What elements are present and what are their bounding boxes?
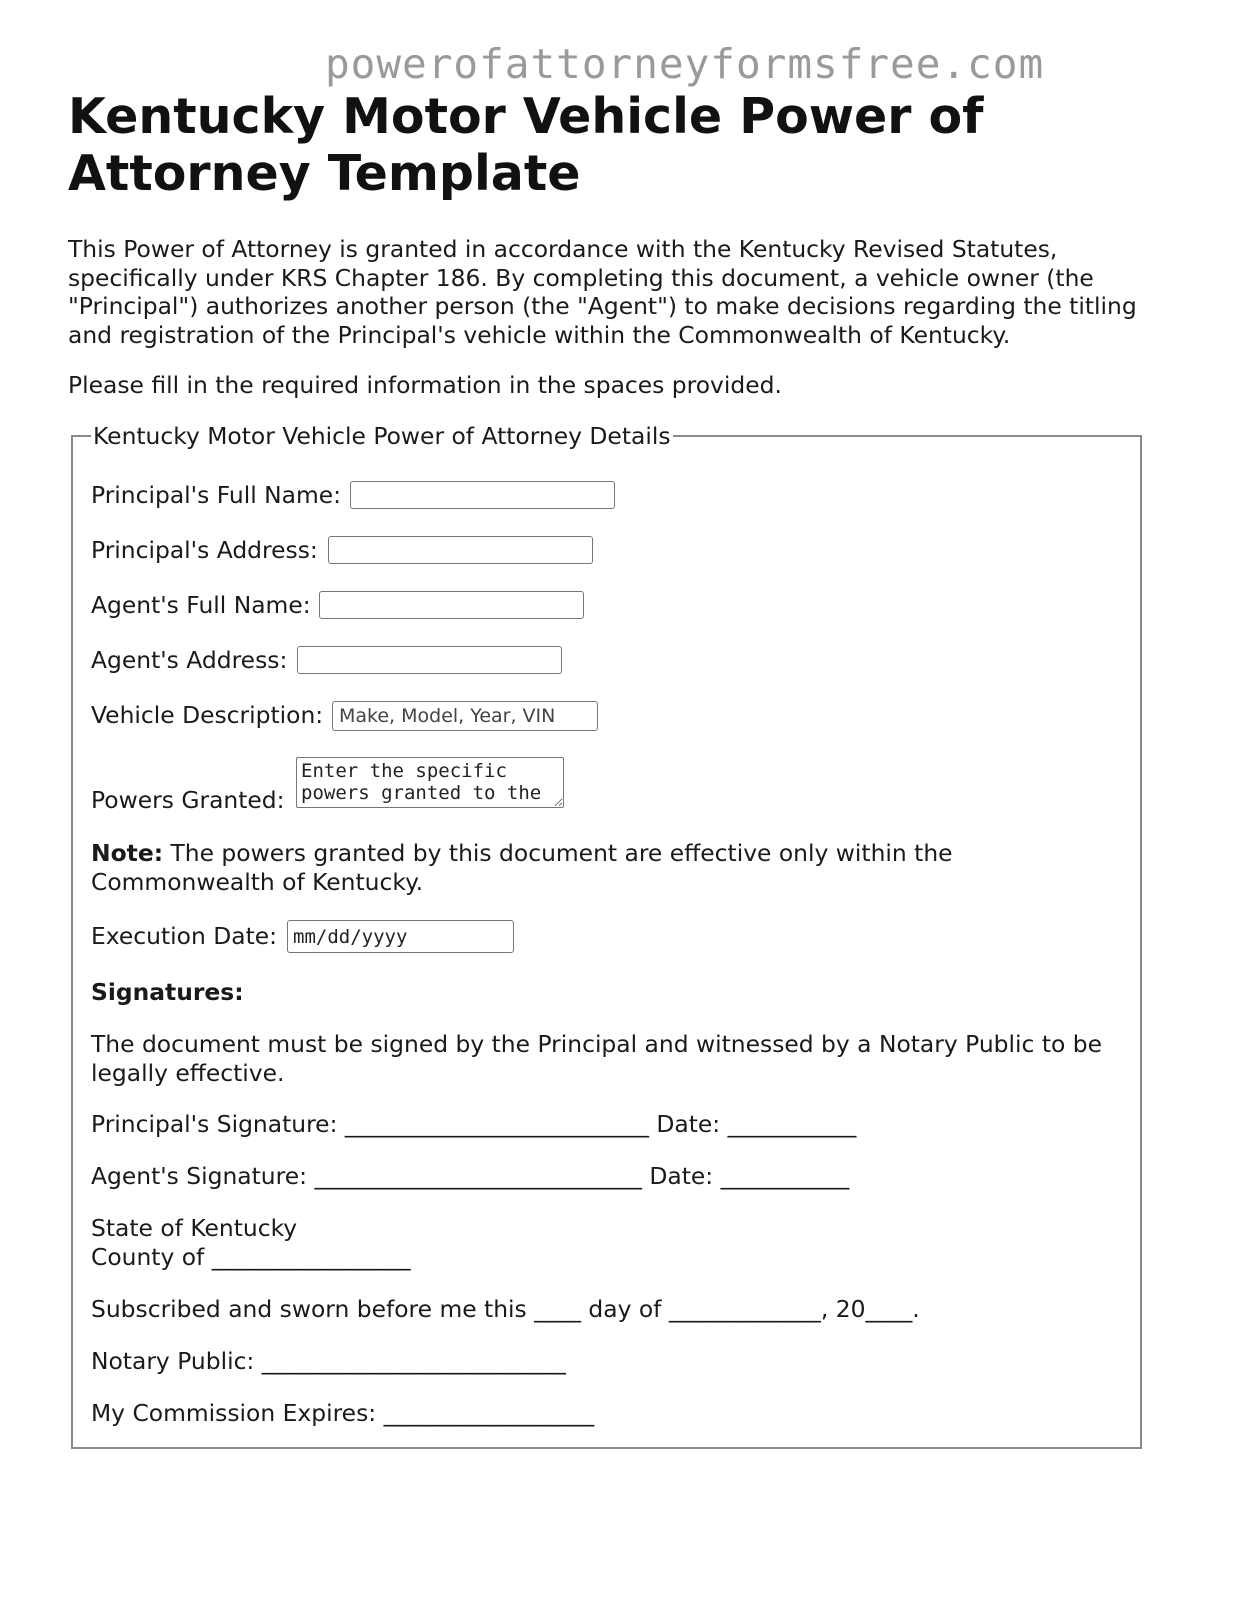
notary-line: Notary Public: __________________________ bbox=[91, 1347, 566, 1375]
signatures-text: The document must be signed by the Principal and witnessed by a Notary Public to be legally effective. bbox=[91, 1030, 1102, 1087]
fill-instruction: Please fill in the required information in the spaces provided. bbox=[68, 371, 782, 399]
principal-address-label: Principal's Address: bbox=[91, 536, 318, 564]
county-line: County of _________________ bbox=[91, 1243, 411, 1271]
note-bold: Note: bbox=[91, 839, 164, 867]
vehicle-label: Vehicle Description: bbox=[91, 701, 324, 729]
watermark: powerofattorneyformsfree.com bbox=[325, 40, 1045, 88]
details-legend: Kentucky Motor Vehicle Power of Attorney Details bbox=[93, 422, 671, 450]
signatures-heading bbox=[91, 978, 1121, 1007]
note-paragraph bbox=[91, 839, 991, 896]
vehicle-description-input[interactable] bbox=[332, 701, 598, 731]
sworn-line: Subscribed and sworn before me this ____ day of _____________, 20____. bbox=[91, 1295, 920, 1323]
powers-label: Powers Granted: bbox=[91, 786, 285, 814]
principal-address-row bbox=[91, 536, 318, 564]
powers-granted-textarea[interactable] bbox=[296, 757, 564, 808]
agent-address-row bbox=[91, 646, 287, 674]
powers-row bbox=[91, 786, 285, 814]
agent-name-label: Agent's Full Name: bbox=[91, 591, 311, 619]
note-text: The powers granted by this document are effective only within the Commonwealth of Kentucky. bbox=[91, 839, 953, 896]
principal-address-input[interactable] bbox=[328, 536, 593, 564]
principal-name-label: Principal's Full Name: bbox=[91, 481, 342, 509]
agent-name-input[interactable] bbox=[319, 591, 584, 619]
vehicle-row bbox=[91, 701, 323, 729]
agent-address-label: Agent's Address: bbox=[91, 646, 288, 674]
principal-signature-line: Principal's Signature: __________________________ Date: ___________ bbox=[91, 1110, 857, 1138]
execution-row bbox=[91, 922, 277, 950]
principal-name-row bbox=[91, 481, 341, 509]
agent-address-input[interactable] bbox=[297, 646, 562, 674]
execution-date-input[interactable] bbox=[287, 920, 514, 953]
intro-paragraph: This Power of Attorney is granted in accordance with the Kentucky Revised Statutes, specifically under KRS Chapter 186. By completing this document, a vehicle owner (the "Principal") authorizes another person (the "Agent") to make decisions regarding the titling and registration of the Principal's vehicle within the Commonwealth of Kentucky. bbox=[68, 235, 1137, 349]
page-title: Kentucky Motor Vehicle Power of Attorney Template bbox=[68, 88, 984, 202]
state-line: State of Kentucky bbox=[91, 1214, 298, 1242]
signatures-heading-text: Signatures: bbox=[91, 978, 244, 1006]
agent-signature-line: Agent's Signature: ____________________________ Date: ___________ bbox=[91, 1162, 850, 1190]
commission-line: My Commission Expires: __________________ bbox=[91, 1399, 595, 1427]
execution-label: Execution Date: bbox=[91, 922, 278, 950]
agent-name-row bbox=[91, 591, 311, 619]
principal-name-input[interactable] bbox=[350, 481, 615, 509]
